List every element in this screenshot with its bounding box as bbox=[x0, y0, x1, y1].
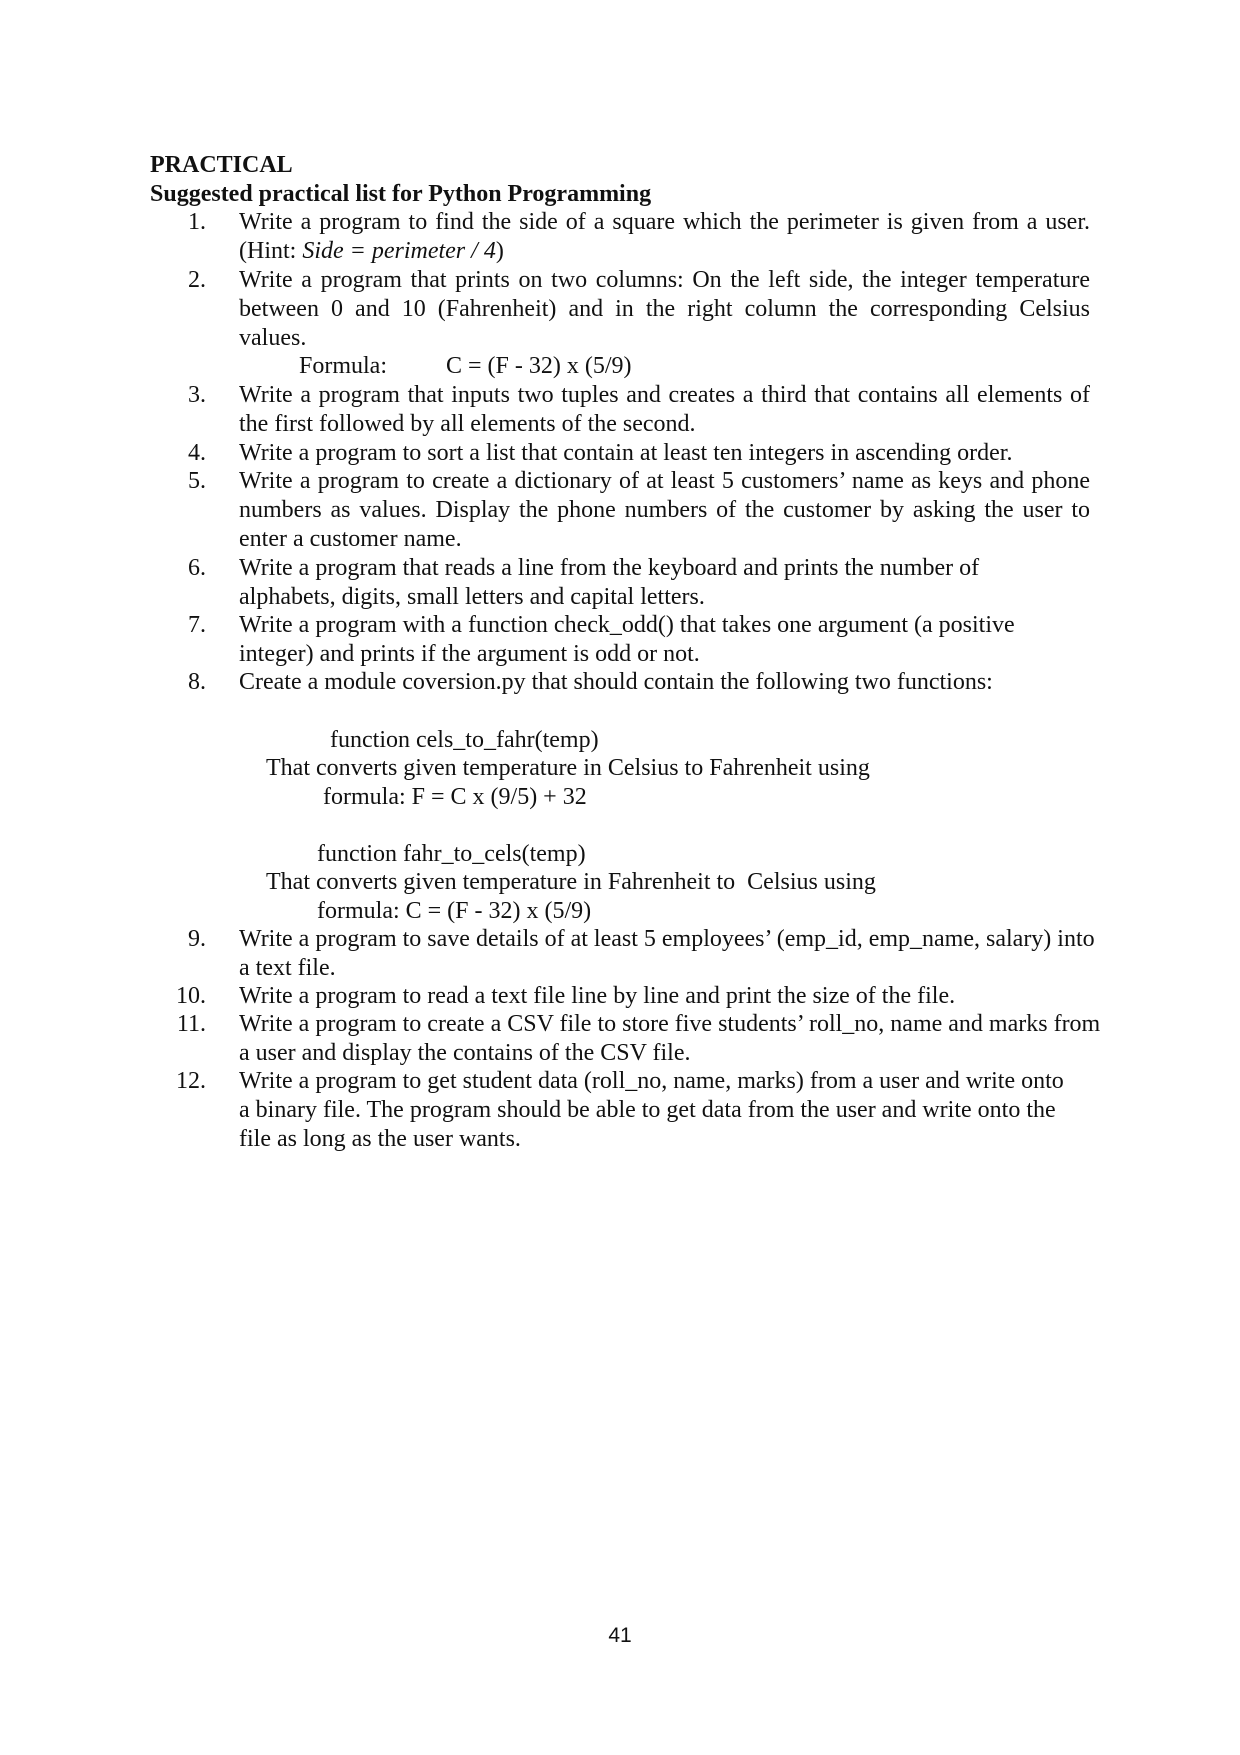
list-item-text: Create a module coversion.py that should contain the following two functions: bbox=[239, 669, 993, 695]
function-description: That converts given temperature in Fahrenheit to Celsius using bbox=[266, 869, 876, 895]
list-item-number: 12. bbox=[176, 1068, 206, 1094]
list-item-number: 8. bbox=[188, 669, 206, 695]
function-signature: function cels_to_fahr(temp) bbox=[330, 727, 599, 753]
hint-formula: Side = perimeter / 4 bbox=[302, 238, 496, 264]
list-item-text: Write a program that reads a line from the keyboard and prints the number of alphabets, digits, small letters and capital letters. bbox=[239, 555, 980, 610]
list-item-number: 7. bbox=[188, 612, 206, 638]
list-item-number: 9. bbox=[188, 926, 206, 952]
list-item-text: Write a program to read a text file line by line and print the size of the file. bbox=[239, 983, 956, 1009]
list-item-text: Write a program to create a CSV file to store five students’ roll_no, name and marks from a user and display the contains of the CSV file. bbox=[239, 1011, 1101, 1066]
list-item-text: Write a program that inputs two tuples and creates a third that contains all elements of the first followed by all elements of the second. bbox=[239, 382, 1090, 437]
page-number: 41 bbox=[608, 1624, 632, 1647]
list-item-text: Write a program to create a dictionary of at least 5 customers’ name as keys and phone numbers as values. Display the phone numbers of the customer by asking the user to enter a customer name. bbox=[239, 468, 1090, 552]
page-title: PRACTICAL bbox=[150, 152, 293, 178]
list-item-text: Write a program with a function check_odd() that takes one argument (a positive integer) and prints if the argument is odd or not. bbox=[239, 612, 1015, 667]
list-item-text: Write a program that prints on two columns: On the left side, the integer temperature between 0 and 10 (Fahrenheit) and in the right column the corresponding Celsius values. bbox=[239, 267, 1090, 351]
list-item-number: 3. bbox=[188, 382, 206, 408]
list-item-number: 4. bbox=[188, 440, 206, 466]
function-description: That converts given temperature in Celsius to Fahrenheit using bbox=[266, 755, 870, 781]
list-item-number: 1. bbox=[188, 209, 206, 235]
function-signature: function fahr_to_cels(temp) bbox=[317, 841, 586, 867]
list-item-text: Write a program to sort a list that contain at least ten integers in ascending order. bbox=[239, 440, 1013, 466]
list-item-text: Write a program to get student data (roll_no, name, marks) from a user and write onto a binary file. The program should be able to get data from the user and write onto the file as long as the user wants. bbox=[239, 1068, 1064, 1152]
list-item-number: 2. bbox=[188, 267, 206, 293]
list-item-number: 11. bbox=[176, 1011, 206, 1037]
formula-label: Formula: bbox=[299, 353, 387, 379]
list-item-number: 5. bbox=[188, 468, 206, 494]
list-item-number: 6. bbox=[188, 555, 206, 581]
function-formula: formula: C = (F - 32) x (5/9) bbox=[317, 898, 592, 924]
list-item-number: 10. bbox=[176, 983, 206, 1009]
list-item-text: Write a program to save details of at least 5 employees’ (emp_id, emp_name, salary) into a text file. bbox=[239, 926, 1095, 981]
page-subtitle: Suggested practical list for Python Programming bbox=[150, 181, 652, 207]
function-formula: formula: F = C x (9/5) + 32 bbox=[323, 784, 587, 810]
formula-value: C = (F - 32) x (5/9) bbox=[446, 353, 632, 379]
list-item-text: Write a program to find the side of a square which the perimeter is given from a user. (Hint: Side = perimeter / 4) bbox=[239, 209, 1090, 264]
